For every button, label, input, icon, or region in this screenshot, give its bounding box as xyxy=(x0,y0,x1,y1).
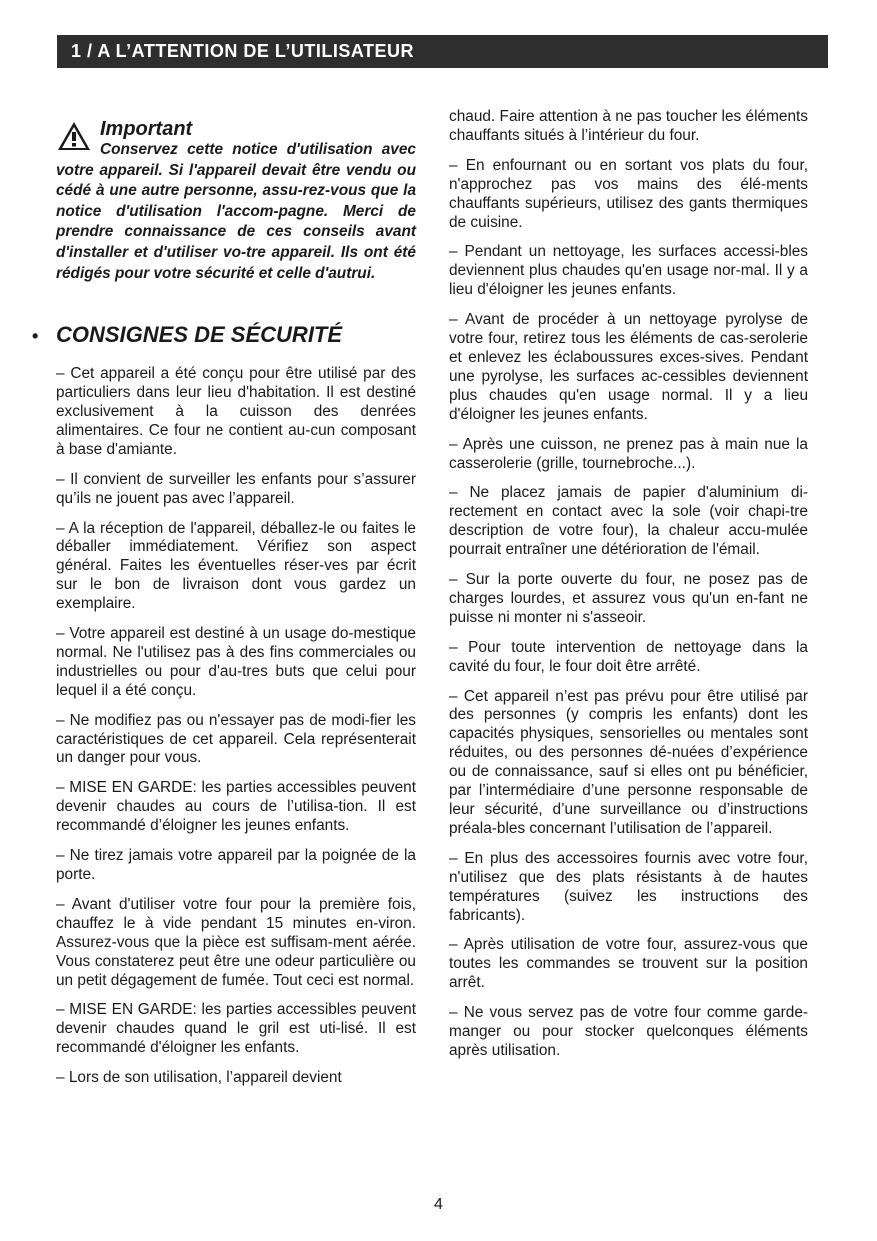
important-notice xyxy=(56,108,416,284)
left-paragraph: – MISE EN GARDE: les parties accessibles peuvent devenir chaudes quand le gril est uti-lisé. Il est recommandé d'éloigner les enfants. xyxy=(56,1001,416,1057)
right-paragraph: – Ne placez jamais de papier d'aluminium di-rectement en contact avec la sole (voir chapi-tre description de votre four), la chaleur accu-mulée pourrait entraîner une détérioration de l'émail. xyxy=(449,484,808,559)
section-bullet: • xyxy=(32,326,39,347)
warning-triangle-icon xyxy=(56,120,92,152)
header-title: 1 / A L’ATTENTION DE L’UTILISATEUR xyxy=(71,41,415,61)
left-paragraph: – Votre appareil est destiné à un usage do-mestique normal. Ne l'utilisez pas à des fins commerciales ou industrielles ou pour d'au-tres buts que celui pour lequel il a été conçu. xyxy=(56,625,416,699)
left-paragraph: – Cet appareil a été conçu pour être utilisé par des particuliers dans leur lieu d'habitation. Il est destiné exclusivement à la cuisson des denrées alimentaires. Ce four ne contient au-cun composant à base d'amiante. xyxy=(56,365,416,458)
section-title: CONSIGNES DE SÉCURITÉ xyxy=(56,322,343,348)
left-paragraph: – MISE EN GARDE: les parties accessibles peuvent devenir chaudes au cours de l’utilisa-tion. Il est recommandé d’éloigner les jeunes enfants. xyxy=(56,779,416,835)
left-column xyxy=(32,108,416,1099)
right-paragraph: – En plus des accessoires fournis avec votre four, n'utilisez que des plats résistants à de hautes températures (suivez les instructions des fabricants). xyxy=(449,849,808,924)
important-text: Conservez cette notice d'utilisation avec votre appareil. Si l'appareil devait être vendu ou cédé à une autre personne, assu-rez-vous que la notice d'utilisation l'accom-pagne. Merci de prendre connaissance de ces conseils avant d'installer et d'utiliser vo-tre appareil. Ils ont été rédigés pour votre sécurité et celle d'autrui. xyxy=(56,141,416,282)
right-paragraph: – En enfournant ou en sortant vos plats du four, n'approchez pas vos mains des élé-ments chauffants supérieurs, utilisez des gants thermiques de cuisine. xyxy=(449,156,808,231)
right-paragraph: – Sur la porte ouverte du four, ne posez pas de charges lourdes, et assurez vous qu'un en-fant ne puisse ni monter ni s'asseoir. xyxy=(449,571,808,626)
right-paragraph: – Avant de procéder à un nettoyage pyrolyse de votre four, retirez tous les éléments de cas-serolerie et enlevez les éclaboussures exces-sives. Pendant une pyrolyse, les surfaces ac-cessibles deviennent plus chaudes qu'en usage normal. Il y a lieu d'éloigner les jeunes enfants. xyxy=(449,311,808,423)
left-paragraph: – Lors de son utilisation, l’appareil devient xyxy=(56,1069,342,1087)
right-paragraph: – Après utilisation de votre four, assurez-vous que toutes les commandes se trouvent sur la position arrêt. xyxy=(449,936,808,992)
right-paragraph: – Pour toute intervention de nettoyage dans la cavité du four, le four doit être arrêté. xyxy=(449,638,808,675)
left-paragraph: – Ne modifiez pas ou n'essayer pas de modi-fier les caractéristiques de cet appareil. Cela représenterait un danger pour vous. xyxy=(56,711,416,767)
right-paragraph: – Après une cuisson, ne prenez pas à main nue la casserolerie (grille, tournebroche...). xyxy=(449,435,808,472)
left-paragraph: – A la réception de l'appareil, déballez-le ou faites le déballer immédiatement. Vérifiez son aspect général. Faites les éventuelles réser-ves par écrit sur le bon de livraison dont vous gardez un exemplaire. xyxy=(56,519,416,613)
right-paragraph: – Cet appareil n’est pas prévu pour être utilisé par des personnes (y compris les enfants) dont les capacités physiques, sensorielles ou mentales sont réduites, ou des personnes dé-nuées d’expérience ou de connaissance, sauf si elles ont pu bénéficier, par l’intermédiaire d’une personne responsable de leur sécurité, d’une surveillance ou d’instructions préala-bles concernant l’utilisation de l’appareil. xyxy=(449,687,808,837)
right-column xyxy=(449,108,808,1072)
left-paragraph: – Ne tirez jamais votre appareil par la poignée de la porte. xyxy=(56,847,416,883)
page-number: 4 xyxy=(434,1196,443,1213)
page-header xyxy=(57,35,828,68)
right-paragraph: – Pendant un nettoyage, les surfaces accessi-bles deviennent plus chaudes qu'en usage nor-mal. Il y a lieu d'éloigner les jeunes enfants. xyxy=(449,243,808,299)
left-paragraph: – Il convient de surveiller les enfants pour s’assurer qu’ils ne jouent pas avec l’appareil. xyxy=(56,470,416,507)
section-heading xyxy=(30,322,416,349)
right-paragraph: chaud. Faire attention à ne pas toucher les éléments chauffants situés à l’intérieur du four. xyxy=(449,108,808,144)
left-paragraph: – Avant d'utiliser votre four pour la première fois, chauffez le à vide pendant 15 minutes en-viron. Assurez-vous que la pièce est suffisam-ment aérée. Vous constaterez peut être une odeur particulière ou un petit dégagement de fumée. Tout ceci est normal. xyxy=(56,895,416,989)
important-title: Important xyxy=(100,118,193,140)
right-paragraph: – Ne vous servez pas de votre four comme garde-manger ou pour stocker quelconques éléments après utilisation. xyxy=(449,1004,808,1059)
